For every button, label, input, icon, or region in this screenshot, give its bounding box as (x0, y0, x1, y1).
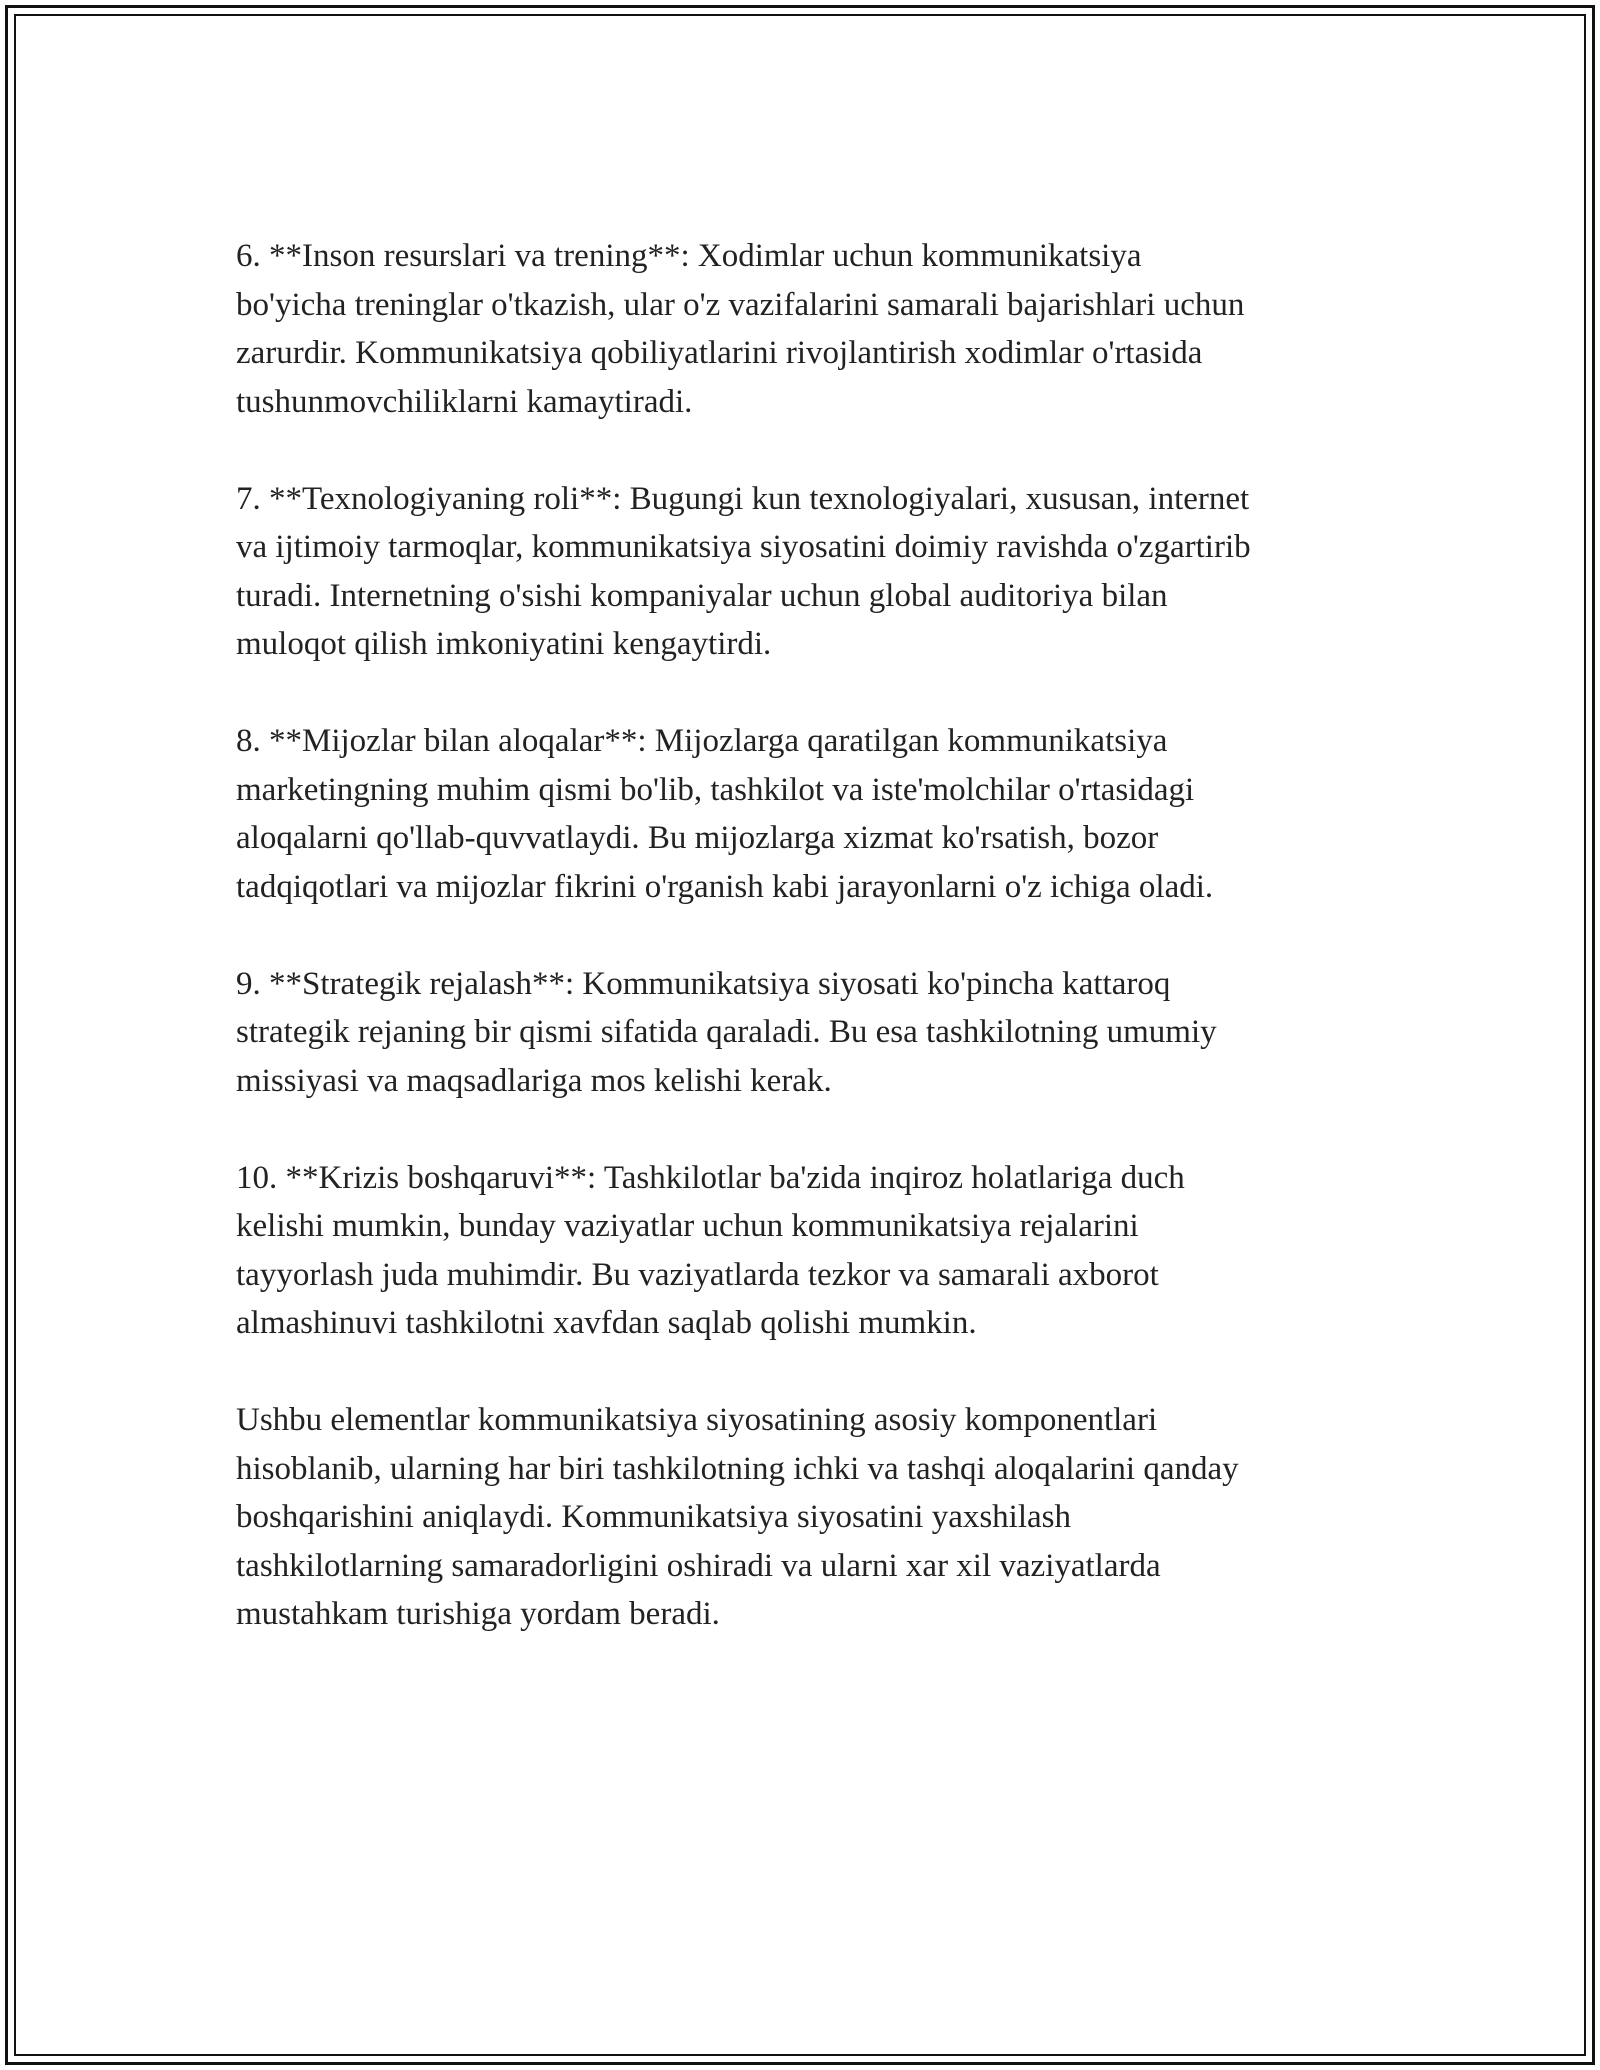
paragraph-human-resources (236, 232, 1386, 426)
text-line: kelishi mumkin, bunday vaziyatlar uchun kommunikatsiya rejalarini (236, 1208, 1139, 1244)
text-line: va ijtimoiy tarmoqlar, kommunikatsiya siyosatini doimiy ravishda o'zgartirib (236, 529, 1251, 565)
text-line: muloqot qilish imkoniyatini kengaytirdi. (236, 626, 772, 662)
text-line: 7. **Texnologiyaning roli**: Bugungi kun texnologiyalari, xususan, internet (236, 480, 1250, 517)
text-line: missiyasi va maqsadlariga mos kelishi kerak. (236, 1062, 832, 1099)
text-line: tashkilotlarning samaradorligini oshiradi va ularni xar xil vaziyatlarda (236, 1547, 1161, 1584)
document-body (236, 232, 1386, 1687)
text-line: zarurdir. Kommunikatsiya qobiliyatlarini rivojlantirish xodimlar o'rtasida (236, 335, 1203, 371)
text-line: 9. **Strategik rejalash**: Kommunikatsiya siyosati ko'pincha kattaroq (236, 965, 1171, 1002)
paragraph-technology-role (236, 475, 1386, 669)
paragraph-conclusion (236, 1396, 1386, 1639)
paragraph-strategic-planning (236, 960, 1386, 1106)
paragraph-customer-relations (236, 717, 1386, 911)
text-line: boshqarishini aniqlaydi. Kommunikatsiya siyosatini yaxshilash (236, 1499, 1072, 1535)
text-line: strategik rejaning bir qismi sifatida qaraladi. Bu esa tashkilotning umumiy (236, 1014, 1217, 1050)
paragraph-crisis-management (236, 1154, 1386, 1348)
text-line: marketingning muhim qismi bo'lib, tashkilot va iste'molchilar o'rtasidagi (236, 771, 1195, 808)
text-line: tadqiqotlari va mijozlar fikrini o'rganish kabi jarayonlarni o'z ichiga oladi. (236, 868, 1214, 905)
text-line: aloqalarni qo'llab-quvvatlaydi. Bu mijozlarga xizmat ko'rsatish, bozor (236, 820, 1159, 856)
text-line: 6. **Inson resurslari va trening**: Xodimlar uchun kommunikatsiya (236, 238, 1142, 274)
text-line: tushunmovchiliklarni kamaytiradi. (236, 383, 693, 420)
text-line: Ushbu elementlar kommunikatsiya siyosatining asosiy komponentlari (236, 1402, 1158, 1438)
text-line: mustahkam turishiga yordam beradi. (236, 1596, 720, 1632)
text-line: hisoblanib, ularning har biri tashkilotning ichki va tashqi aloqalarini qanday (236, 1450, 1239, 1487)
text-line: 10. **Krizis boshqaruvi**: Tashkilotlar ba'zida inqiroz holatlariga duch (236, 1159, 1185, 1196)
text-line: 8. **Mijozlar bilan aloqalar**: Mijozlarga qaratilgan kommunikatsiya (236, 723, 1168, 759)
text-line: bo'yicha treninglar o'tkazish, ular o'z vazifalarini samarali bajarishlari uchun (236, 286, 1245, 323)
text-line: turadi. Internetning o'sishi kompaniyalar uchun global auditoriya bilan (236, 577, 1168, 614)
text-line: tayyorlash juda muhimdir. Bu vaziyatlarda tezkor va samarali axborot (236, 1256, 1159, 1293)
text-line: almashinuvi tashkilotni xavfdan saqlab qolishi mumkin. (236, 1305, 977, 1341)
